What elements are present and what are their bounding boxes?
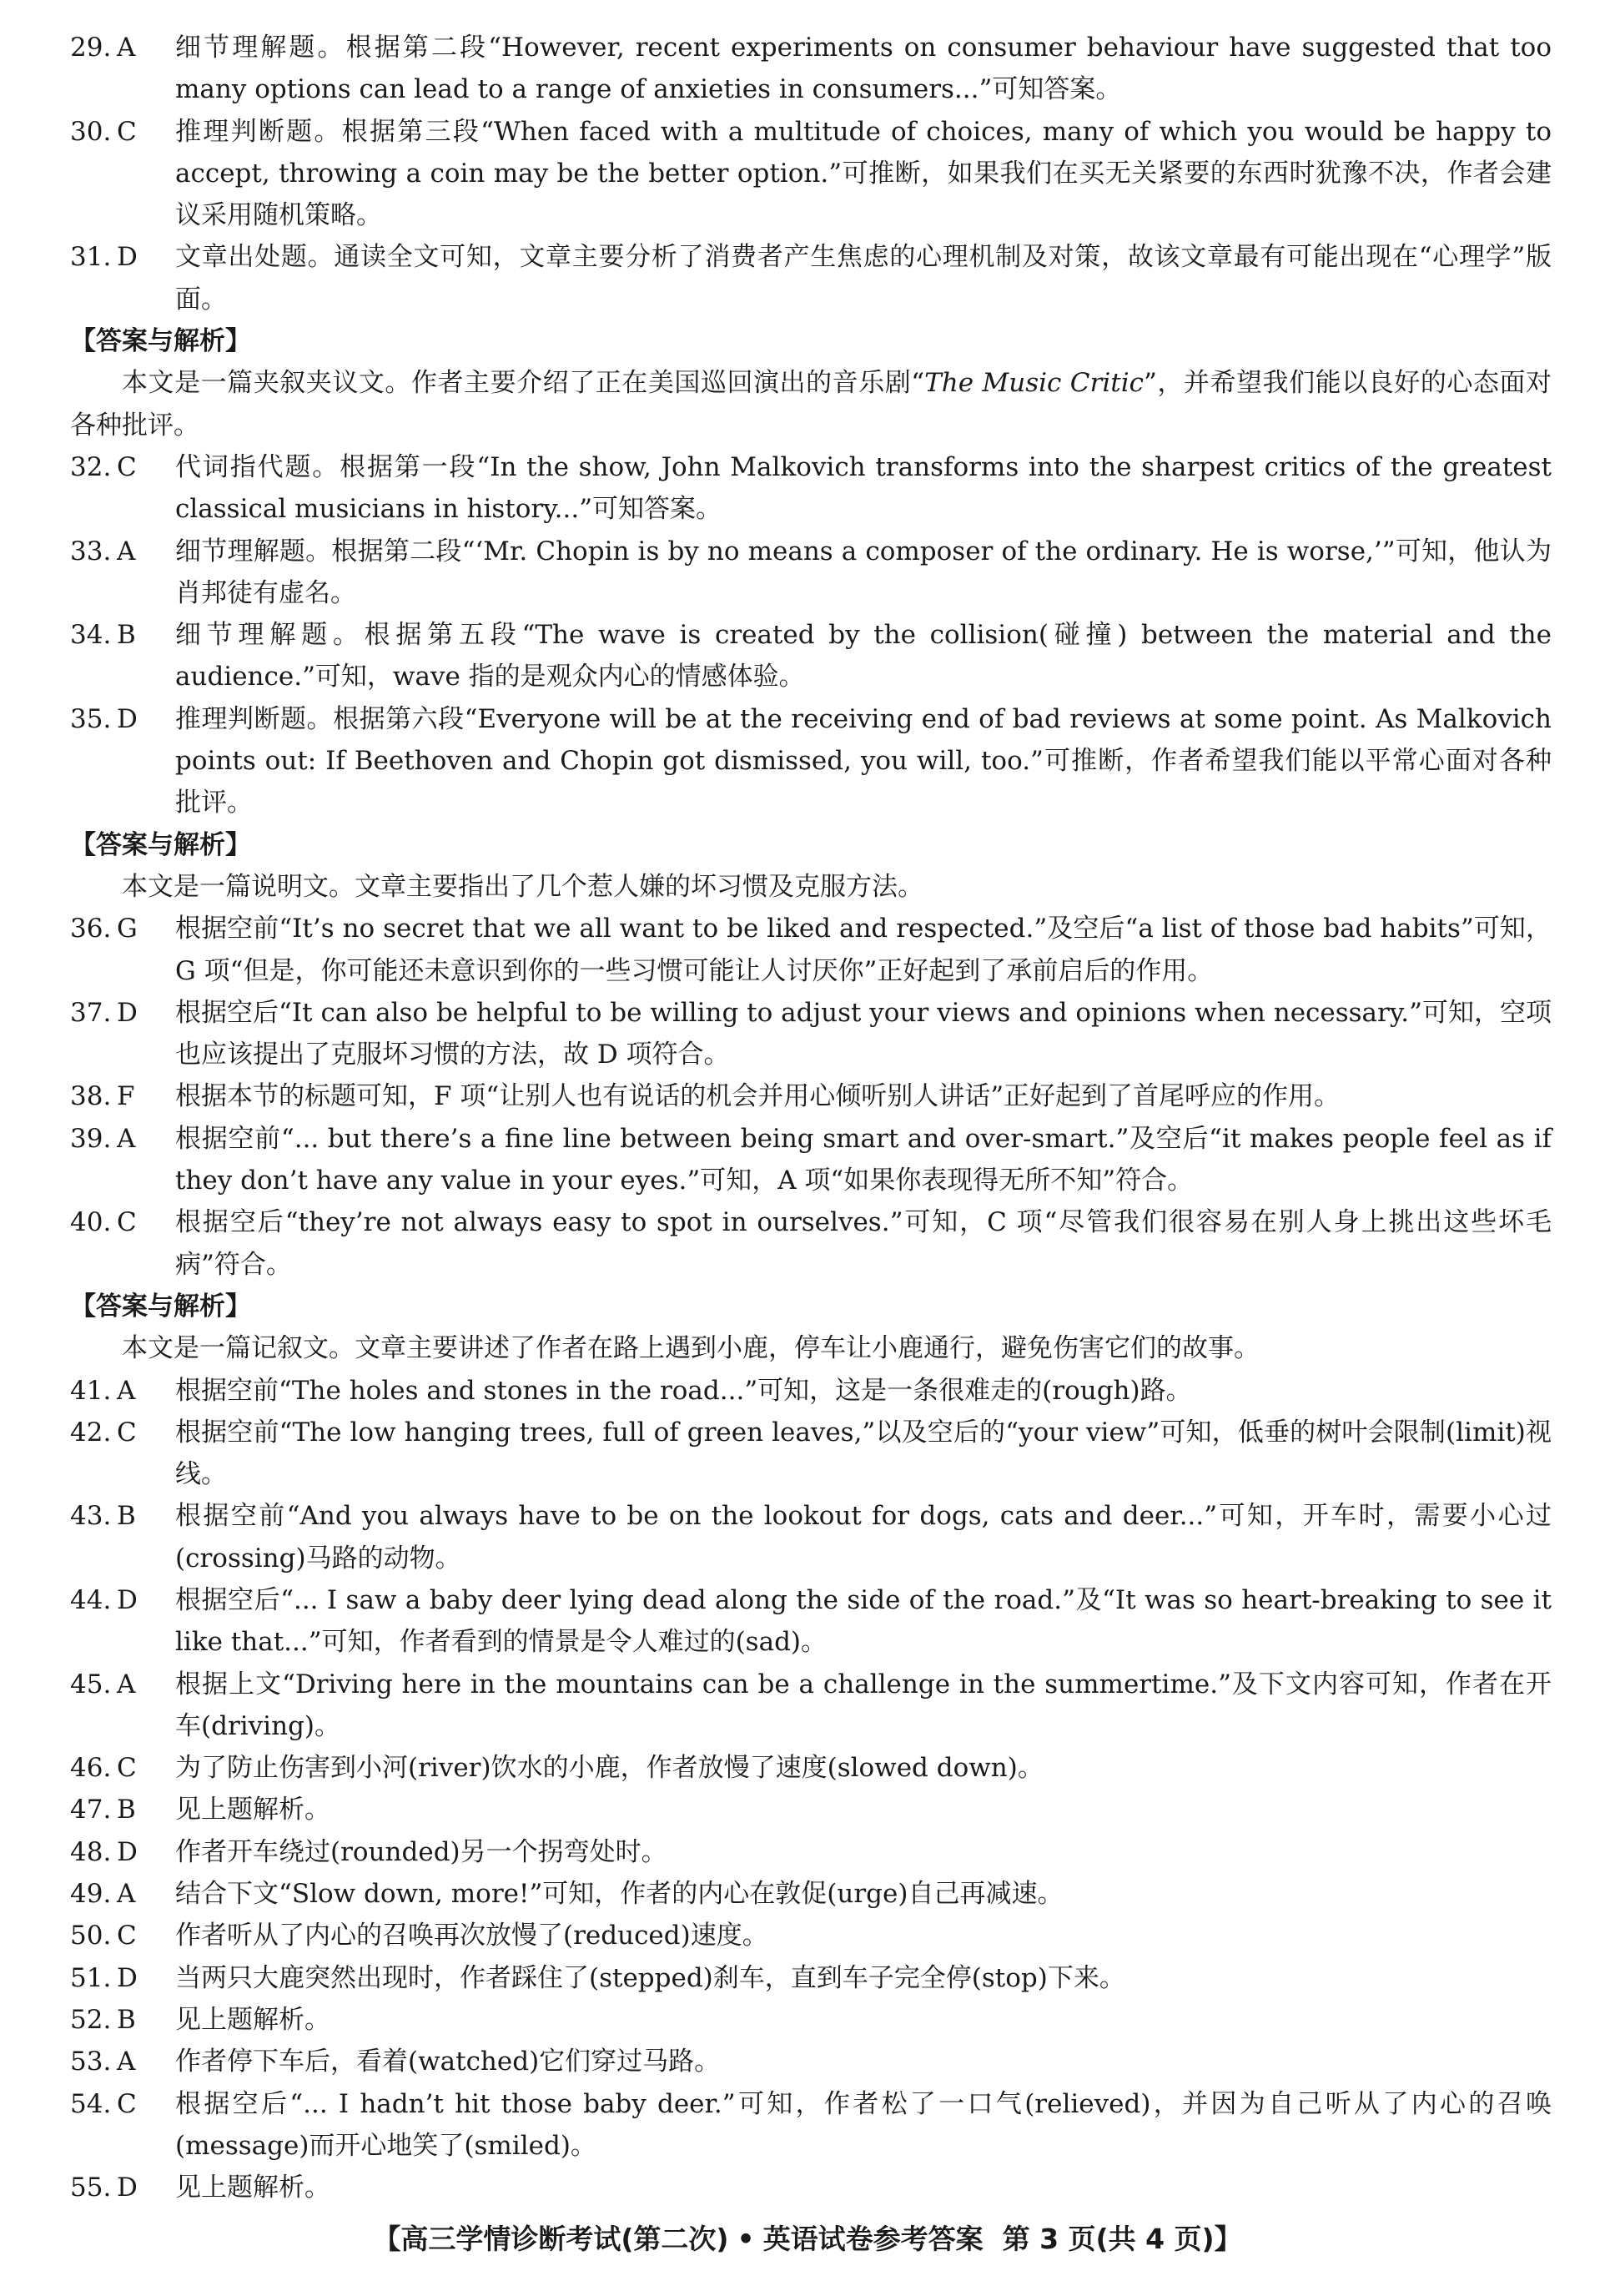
answer-letter: B (117, 2004, 136, 2035)
answer-letter: B (117, 1501, 136, 1532)
answer-letter: C (117, 1207, 137, 1238)
explanation-text: 结合下文“Slow down, more!”可知，作者的内心在敦促(urge)自己再减速。 (175, 1879, 1064, 1910)
work-title: The Music Critic (924, 368, 1144, 399)
answer-item (70, 2083, 1552, 2168)
answer-item (70, 1075, 1552, 1117)
question-number: 41. (70, 1375, 112, 1406)
summary-text: 本文是一篇记叙文。文章主要讲述了作者在路上遇到小鹿，停车让小鹿通行，避免伤害它们的故事。 (122, 1333, 1260, 1364)
answer-letter: C (117, 1753, 137, 1784)
question-number: 44. (70, 1584, 112, 1615)
question-number: 46. (70, 1753, 112, 1784)
explanation-text: 细节理解题。根据第五段“The wave is created by the collision(碰撞) between the material and the audience.”可知，wave 指的是观众内心的情感体验。 (175, 620, 1552, 692)
explanation-text: 见上题解析。 (175, 1795, 330, 1825)
answer-letter: F (117, 1081, 135, 1112)
answer-letter: D (117, 1836, 138, 1867)
footer-page-number: 第 3 页(共 4 页)】 (1002, 2223, 1242, 2255)
explanation-text: 作者听从了内心的召唤再次放慢了(reduced)速度。 (175, 1921, 768, 1951)
explanation-text: 根据空前“It’s no secret that we all want to be liked and respected.”及空后“a list of those bad habits”可知，G 项“但是，你可能还未意识到你的一些习惯可能让人讨厌你”正好起到了承前启后的作用。 (175, 914, 1552, 986)
answer-item (70, 1412, 1552, 1496)
answer-item (70, 1747, 1552, 1789)
answer-letter: D (117, 242, 138, 273)
summary-text: 本文是一篇夹叙夹议文。作者主要介绍了正在美国巡回演出的音乐剧“ (122, 368, 925, 399)
passage-summary (70, 866, 1552, 908)
answer-item (70, 27, 1552, 111)
answer-letter: A (117, 33, 136, 63)
answer-item (70, 236, 1552, 320)
question-number: 54. (70, 2088, 112, 2119)
question-number: 37. (70, 997, 112, 1028)
explanation-text: 见上题解析。 (175, 2004, 330, 2035)
question-number: 52. (70, 2004, 112, 2035)
question-number: 38. (70, 1081, 112, 1112)
answer-item (70, 446, 1552, 531)
answer-item (70, 1664, 1552, 1748)
section-heading: 【答案与解析】 (70, 1291, 251, 1322)
answer-item (70, 1915, 1552, 1956)
answer-letter: C (117, 116, 137, 147)
explanation-text: 根据空后“It can also be helpful to be willing to adjust your views and opinions when necessary.”可知，空项也应该提出了克服坏习惯的方法，故 D 项符合。 (175, 997, 1552, 1070)
explanation-text: 根据空后“... I hadn’t hit those baby deer.”可知，作者松了一口气(relieved)，并因为自己听从了内心的召唤(message)而开心地笑了(smiled)。 (175, 2088, 1552, 2161)
explanation-text: 作者开车绕过(rounded)另一个拐弯处时。 (175, 1836, 667, 1867)
answer-letter: C (117, 1921, 137, 1951)
answer-item (70, 1831, 1552, 1873)
answer-letter: A (117, 1879, 136, 1910)
explanation-text: 推理判断题。根据第三段“When faced with a multitude of choices, many of which you would be happy to accept, throwing a coin may be the better option.”可推断，如果我们在买无关紧要的东西时犹豫不决，作者会建议采用随机策略。 (175, 116, 1552, 231)
question-number: 47. (70, 1795, 112, 1825)
answer-letter: G (117, 914, 138, 944)
answer-item (70, 1118, 1552, 1202)
explanation-text: 为了防止伤害到小河(river)饮水的小鹿，作者放慢了速度(slowed down)。 (175, 1753, 1044, 1784)
explanation-text: 根据空前“And you always have to be on the lookout for dogs, cats and deer...”可知，开车时，需要小心过(crossing)马路的动物。 (175, 1501, 1552, 1573)
section-heading: 【答案与解析】 (70, 326, 251, 357)
question-number: 39. (70, 1123, 112, 1154)
question-number: 33. (70, 536, 112, 566)
answer-letter: C (117, 1417, 137, 1448)
answer-item (70, 1370, 1552, 1412)
footer-subject: 英语试卷参考答案 (762, 2223, 984, 2255)
question-number: 34. (70, 620, 112, 651)
passage-summary (70, 1327, 1552, 1369)
question-number: 35. (70, 703, 112, 734)
answer-letter: C (117, 2088, 137, 2119)
answer-item (70, 531, 1552, 615)
question-number: 31. (70, 242, 112, 273)
answer-letter: D (117, 703, 138, 734)
page-footer (0, 2218, 1615, 2257)
explanation-text: 推理判断题。根据第六段“Everyone will be at the receiving end of bad reviews at some point. As Malkovich points out: If Beethoven and Chopin got dismissed, you will, too.”可推断，作者希望我们能以平常心面对各种批评。 (175, 703, 1552, 818)
answer-item (70, 1579, 1552, 1664)
explanation-text: 细节理解题。根据第二段“‘Mr. Chopin is by no means a composer of the ordinary. He is worse,’”可知，他认为肖邦徒有虚名。 (175, 536, 1552, 608)
answer-letter: B (117, 620, 136, 651)
explanation-text: 见上题解析。 (175, 2173, 330, 2203)
answer-item (70, 992, 1552, 1076)
question-number: 40. (70, 1207, 112, 1238)
question-number: 36. (70, 914, 112, 944)
answer-item (70, 1873, 1552, 1915)
question-number: 48. (70, 1836, 112, 1867)
question-number: 32. (70, 451, 112, 482)
question-number: 49. (70, 1879, 112, 1910)
answer-item (70, 1999, 1552, 2041)
question-number: 42. (70, 1417, 112, 1448)
explanation-text: 文章出处题。通读全文可知，文章主要分析了消费者产生焦虑的心理机制及对策，故该文章最有可能出现在“心理学”版面。 (175, 242, 1552, 315)
footer-separator: • (737, 2223, 755, 2255)
question-number: 29. (70, 33, 112, 63)
answer-letter: A (117, 1669, 136, 1699)
answer-item (70, 698, 1552, 824)
passage-summary (70, 362, 1552, 446)
question-number: 55. (70, 2173, 112, 2203)
answer-item (70, 111, 1552, 237)
explanation-text: 根据本节的标题可知，F 项“让别人也有说话的机会并用心倾听别人讲话”正好起到了首尾呼应的作用。 (175, 1081, 1341, 1112)
answer-letter: D (117, 997, 138, 1028)
answer-item (70, 2167, 1552, 2208)
explanation-text: 根据空后“... I saw a baby deer lying dead along the side of the road.”及“It was so heart-breaking to see it like that...”可知，作者看到的情景是令人难过的(sad)。 (175, 1584, 1552, 1658)
explanation-text: 代词指代题。根据第一段“In the show, John Malkovich transforms into the sharpest critics of the greatest classical musicians in history...”可知答案。 (175, 451, 1552, 525)
answer-item (70, 614, 1552, 698)
answer-letter: C (117, 451, 137, 482)
question-number: 50. (70, 1921, 112, 1951)
answer-item (70, 1789, 1552, 1830)
answer-key-document (70, 27, 1552, 2208)
answer-letter: A (117, 1123, 136, 1154)
explanation-text: 根据上文“Driving here in the mountains can be a challenge in the summertime.”及下文内容可知，作者在开车(driving)。 (175, 1669, 1552, 1741)
section-heading: 【答案与解析】 (70, 829, 251, 860)
answer-item (70, 1201, 1552, 1286)
summary-text: 本文是一篇说明文。文章主要指出了几个惹人嫌的坏习惯及克服方法。 (122, 871, 923, 902)
footer-exam-title: 【高三学情诊断考试(第二次) (373, 2223, 729, 2255)
answer-letter: A (117, 536, 136, 566)
explanation-text: 作者停下车后，看着(watched)它们穿过马路。 (175, 2047, 721, 2077)
question-number: 51. (70, 1962, 112, 1993)
explanation-text: 当两只大鹿突然出现时，作者踩住了(stepped)刹车，直到车子完全停(stop)下来。 (175, 1962, 1125, 1993)
question-number: 30. (70, 116, 112, 147)
answer-letter: A (117, 1375, 136, 1406)
answer-letter: D (117, 1584, 138, 1615)
question-number: 43. (70, 1501, 112, 1532)
answer-letter: D (117, 1962, 138, 1993)
question-number: 45. (70, 1669, 112, 1699)
summary-text-continued: ”，并希望我们能以良好的心态面对各种批评。 (70, 368, 1552, 441)
answer-item (70, 908, 1552, 992)
answer-item (70, 1957, 1552, 1999)
answer-item (70, 2041, 1552, 2082)
explanation-text: 细节理解题。根据第二段“However, recent experiments on consumer behaviour have suggested that too many options can lead to a range of anxieties in consumers...”可知答案。 (175, 33, 1552, 105)
explanation-text: 根据空后“they’re not always easy to spot in ourselves.”可知，C 项“尽管我们很容易在别人身上挑出这些坏毛病”符合。 (175, 1207, 1552, 1280)
explanation-text: 根据空前“The holes and stones in the road...”可知，这是一条很难走的(rough)路。 (175, 1375, 1192, 1406)
answer-letter: A (117, 2047, 136, 2077)
answer-letter: D (117, 2173, 138, 2203)
explanation-text: 根据空前“... but there’s a fine line between being smart and over-smart.”及空后“it makes people feel as if they don’t have any value in your eyes.”可知，A 项“如果你表现得无所不知”符合。 (175, 1123, 1552, 1196)
answer-item (70, 1495, 1552, 1579)
explanation-text: 根据空前“The low hanging trees, full of green leaves,”以及空后的“your view”可知，低垂的树叶会限制(limit)视线。 (175, 1417, 1552, 1490)
answer-letter: B (117, 1795, 136, 1825)
question-number: 53. (70, 2047, 112, 2077)
